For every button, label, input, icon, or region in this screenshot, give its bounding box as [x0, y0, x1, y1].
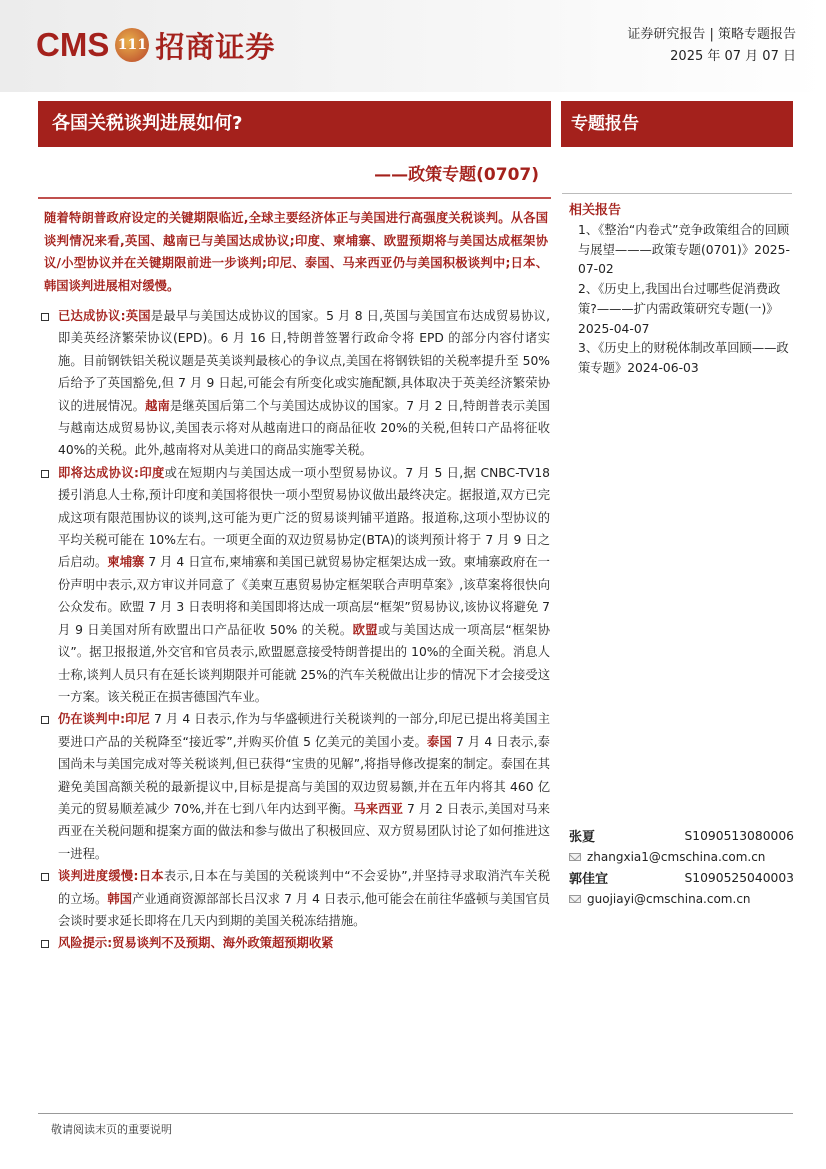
cms-logo [36, 24, 275, 66]
side-title: 专题报告 [561, 101, 793, 147]
body-text: 是继英国后第二个与美国达成协议的国家。7 月 2 日,特朗普表示美国与越南达成贸易协议,美国表示将对从越南进口的商品征收 20%的关税,但转口产品将征收 40%的关税。此外,越南将对从美进口的商品实施零关税。 [58, 398, 550, 458]
body-content [40, 305, 550, 955]
author-code: S1090525040003 [684, 870, 794, 885]
highlight-text: 印度 [138, 465, 165, 480]
authors-block [569, 825, 794, 909]
author-email[interactable]: guojiayi@cmschina.com.cn [587, 891, 751, 906]
related-report-link[interactable]: 3、《历史上的财税体制改革回顾——政策专题》2024-06-03 [578, 341, 789, 375]
body-text: 是最早与美国达成协议的国家。5 月 8 日,英国与美国宣布达成贸易协议,即美英经济繁荣协议(EPD)。6 月 16 日,特朗普签署行政命令将 EPD 的部分内容付诸实施。目前钢铁铝关税议题是英美谈判最核心的争议点,美国在将钢铁铝的关税率提升至 50%后给予了英国豁免,但 7 月 9 日起,可能会有所变化或实施配额,具体取决于英美经济繁荣协议的进展情况。 [58, 309, 550, 413]
side-rule [562, 193, 792, 194]
mail-icon [569, 895, 581, 903]
author-email-row [569, 846, 794, 867]
highlight-text: 越南 [145, 398, 170, 413]
bullet-item [40, 932, 550, 954]
logo-cms-text: CMS [36, 26, 110, 63]
related-report-link[interactable]: 2、《历史上,我国出台过哪些促消费政策?———扩内需政策研究专题(一)》2025-04-07 [578, 282, 781, 336]
body-text: 7 月 4 日宣布,柬埔寨和美国已就贸易协定框架达成一致。柬埔寨政府在一份声明中表示,双方审议并同意了《美柬互惠贸易协定框架联合声明草案》,该草案将很快向公众发布。欧盟 7 月 3 日表明将和美国即将达成一项高层“框架”贸易协议,该协议将避免 7 月 9 日美国对所有欧盟出口产品征收 50% 的关税。 [58, 555, 550, 637]
highlight-text: 即将达成协议: [58, 465, 139, 480]
footer-note: 敬请阅读末页的重要说明 [51, 1123, 172, 1136]
author-email[interactable]: zhangxia1@cmschina.com.cn [587, 849, 766, 864]
report-subtitle: ——政策专题(0707) [374, 165, 539, 185]
highlight-text: 英国 [125, 309, 151, 323]
body-text: 表示,日本在与美国的关税谈判中“不会妥协”,并坚持寻求取消汽车关税的立场。 [58, 869, 551, 906]
highlight-text: 韩国 [107, 891, 133, 906]
header-meta [627, 24, 796, 68]
body-text: 7 月 4 日表示,作为与华盛顿进行关税谈判的一部分,印尼已提出将美国主要进口产品的关税降至“接近零”,并购买价值 5 亿美元的美国小麦。 [58, 712, 550, 749]
highlight-text: 谈判进度缓慢: [58, 869, 139, 884]
related-report-link[interactable]: 1、《整治“内卷式”竞争政策组合的回顾与展望———政策专题(0701)》2025-07-02 [578, 223, 790, 277]
highlight-text: 风险提示:贸易谈判不及预期、海外政策超预期收紧 [58, 936, 334, 951]
highlight-text: 仍在谈判中: [58, 712, 126, 727]
body-text: 或在短期内与美国达成一项小型贸易协议。7 月 5 日,据 CNBC-TV18 援引消息人士称,预计印度和美国将很快一项小型贸易协议做出最终决定。据报道,双方已完成这项有限范围协议的谈判,这可能为更广泛的贸易谈判铺平道路。报道称,这项小型协议的平均关税可能在 10%左右。一项更全面的双边贸易协定(BTA)的谈判预计将于 7 月 9 日之后启动。 [58, 465, 550, 570]
logo-emblem-icon: 111 [115, 28, 149, 62]
report-date: 2025 年 07 月 07 日 [670, 49, 796, 64]
author-code: S1090513080006 [684, 828, 794, 843]
author-name: 张夏 [569, 830, 596, 845]
related-reports-list [578, 221, 790, 379]
footer-rule [38, 1113, 793, 1114]
checkbox-bullet-icon [41, 716, 49, 724]
report-title: 各国关税谈判进展如何? [38, 101, 551, 147]
title-rule [38, 197, 551, 199]
checkbox-bullet-icon [41, 313, 49, 321]
highlight-text: 印尼 [125, 712, 151, 727]
body-text: 7 月 4 日表示,泰国尚未与美国完成对等关税谈判,但已获得“宝贵的见解”,将指导修改提案的制定。泰国在其避免美国高额关税的最新提议中,目标是提高与美国的双边贸易额,并在五年内将其 460 亿美元的贸易顺差减少 70%,并在七到八年内达到平衡。 [58, 734, 550, 816]
checkbox-bullet-icon [41, 873, 49, 881]
page-header [0, 0, 826, 92]
body-text: 7 月 2 日表示,美国对马来西亚在关税问题和提案方面的做法和参与做出了积极回应、双方贸易团队讨论了如何推进这一进程。 [58, 801, 550, 861]
report-type: 证券研究报告 | 策略专题报告 [627, 27, 796, 42]
bullet-item [40, 865, 550, 932]
body-text: 或与美国达成一项高层“框架协议”。据卫报报道,外交官和官员表示,欧盟愿意接受特朗普提出的 10%的全面关税。消息人士称,谈判人员只有在延长谈判期限并可能就 25%的汽车关税做出让步的情况下才会接受这一方案。该关税正在损害德国汽车业。 [58, 622, 550, 704]
bullet-item [40, 708, 550, 865]
related-reports-title: 相关报告 [569, 203, 622, 218]
author-row [569, 825, 794, 846]
author-name: 郭佳宜 [569, 872, 609, 887]
logo-chinese-text: 招商证券 [155, 29, 276, 64]
highlight-text: 已达成协议: [58, 309, 126, 323]
highlight-text: 柬埔寨 [107, 555, 145, 570]
author-row [569, 867, 794, 888]
checkbox-bullet-icon [41, 940, 49, 948]
body-text: 产业通商资源部部长吕汉求 7 月 4 日表示,他可能会在前往华盛顿与美国官员会谈时要求延长即将在几天内到期的美国关税冻结措施。 [58, 891, 550, 928]
highlight-text: 马来西亚 [353, 801, 403, 816]
bullet-item [40, 305, 550, 462]
checkbox-bullet-icon [41, 470, 49, 478]
highlight-text: 日本 [138, 869, 164, 884]
summary-paragraph: 随着特朗普政府设定的关键期限临近,全球主要经济体正与美国进行高强度关税谈判。从各国谈判情况来看,英国、越南已与美国达成协议;印度、柬埔寨、欧盟预期将与美国达成框架协议/小型协议并在关键期限前进一步谈判;印尼、泰国、马来西亚仍与美国积极谈判中;日本、韩国谈判进展相对缓慢。 [44, 211, 548, 293]
mail-icon [569, 853, 581, 861]
author-email-row [569, 888, 794, 909]
highlight-text: 泰国 [427, 734, 452, 749]
highlight-text: 欧盟 [352, 622, 379, 637]
bullet-item [40, 462, 550, 708]
